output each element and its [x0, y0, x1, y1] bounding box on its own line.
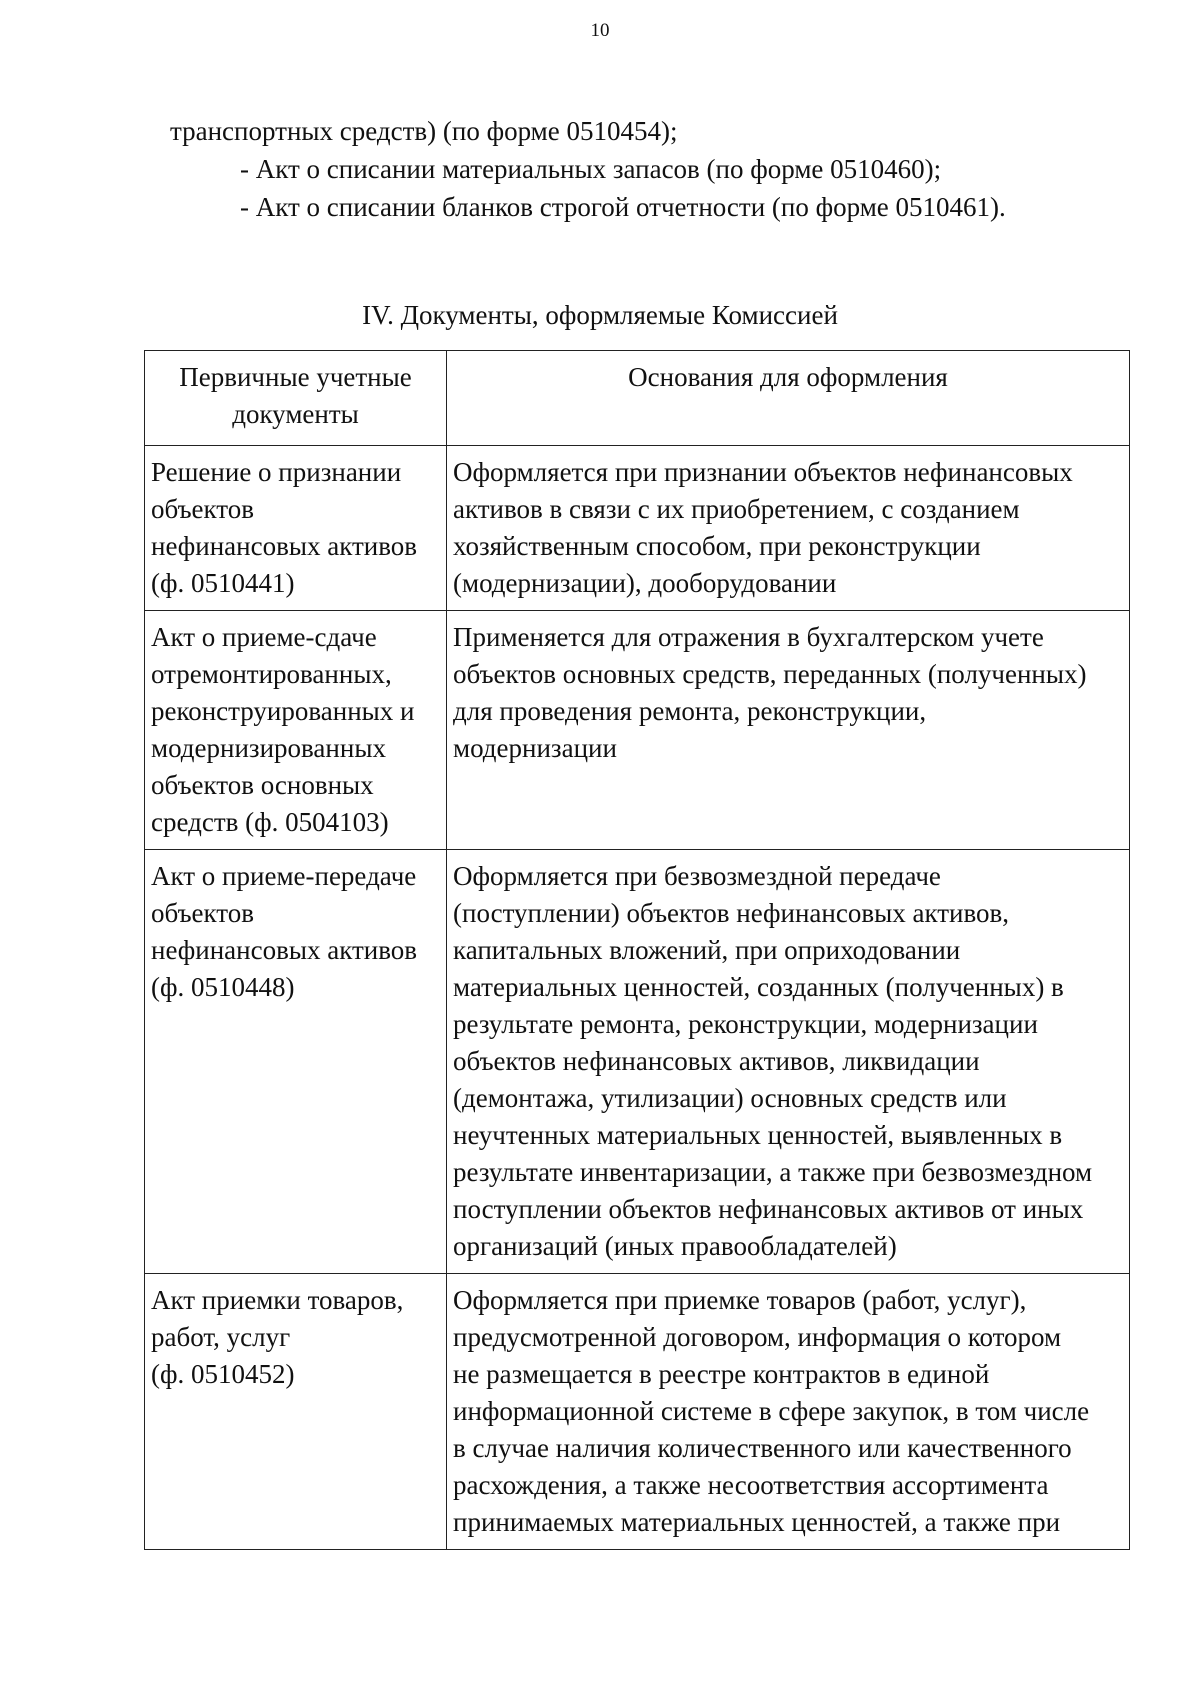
documents-table	[144, 350, 1130, 1550]
basis-line: в случае наличия количественного или качественного	[453, 1433, 1072, 1463]
document-name-line: объектов основных	[151, 770, 374, 800]
document-name-line: Акт приемки товаров,	[151, 1285, 404, 1315]
header-basis: Основания для оформления	[447, 351, 1130, 446]
basis-line: Оформляется при безвозмездной передаче	[453, 861, 941, 891]
document-name-cell	[145, 1274, 447, 1550]
basis-line: организаций (иных правообладателей)	[453, 1231, 897, 1261]
document-name-line: Акт о приеме-сдаче	[151, 622, 377, 652]
document-name-line: Решение о признании	[151, 457, 402, 487]
document-name-cell	[145, 611, 447, 850]
document-name-line: модернизированных	[151, 733, 386, 763]
table-row	[145, 850, 1130, 1274]
basis-line: неучтенных материальных ценностей, выявленных в	[453, 1120, 1063, 1150]
basis-line: капитальных вложений, при оприходовании	[453, 935, 961, 965]
basis-line: объектов нефинансовых активов, ликвидации	[453, 1046, 980, 1076]
table-header-row	[145, 351, 1130, 446]
document-name-line: средств (ф. 0504103)	[151, 807, 389, 837]
document-name-line: (ф. 0510448)	[151, 972, 295, 1002]
document-name-cell	[145, 446, 447, 611]
basis-line: результате инвентаризации, а также при безвозмездном	[453, 1157, 1093, 1187]
intro-line: - Акт о списании бланков строгой отчетности (по форме 0510461).	[240, 192, 1006, 222]
document-name-cell	[145, 850, 447, 1274]
basis-line: объектов основных средств, переданных (полученных)	[453, 659, 1087, 689]
document-name-line: Акт о приеме-передаче	[151, 861, 417, 891]
header-line: Первичные учетные	[179, 362, 412, 392]
document-name-line: нефинансовых активов	[151, 935, 418, 965]
section-title: IV. Документы, оформляемые Комиссией	[362, 300, 838, 330]
document-name-line: (ф. 0510452)	[151, 1359, 295, 1389]
page-number: 10	[590, 20, 610, 41]
document-name-line: работ, услуг	[151, 1322, 291, 1352]
document-name-line: отремонтированных,	[151, 659, 392, 689]
document-name-line: нефинансовых активов	[151, 531, 418, 561]
basis-line: активов в связи с их приобретением, с созданием	[453, 494, 1020, 524]
basis-cell	[447, 1274, 1130, 1550]
header-line: документы	[232, 399, 359, 429]
basis-line: расхождения, а также несоответствия ассортимента	[453, 1470, 1049, 1500]
basis-line: хозяйственным способом, при реконструкции	[453, 531, 981, 561]
basis-line: информационной системе в сфере закупок, в том числе	[453, 1396, 1090, 1426]
document-name-line: реконструированных и	[151, 696, 415, 726]
basis-line: (модернизации), дооборудовании	[453, 568, 837, 598]
intro-line: транспортных средств) (по форме 0510454);	[170, 116, 678, 146]
basis-line: не размещается в реестре контрактов в единой	[453, 1359, 990, 1389]
header-primary-documents	[145, 351, 447, 446]
basis-line: Применяется для отражения в бухгалтерском учете	[453, 622, 1044, 652]
intro-text	[170, 112, 1006, 226]
table-row	[145, 611, 1130, 850]
basis-line: для проведения ремонта, реконструкции,	[453, 696, 927, 726]
basis-line: Оформляется при признании объектов нефинансовых	[453, 457, 1073, 487]
basis-cell	[447, 446, 1130, 611]
basis-cell	[447, 611, 1130, 850]
table-row	[145, 1274, 1130, 1550]
basis-line: модернизации	[453, 733, 617, 763]
table-row	[145, 446, 1130, 611]
document-name-line: объектов	[151, 494, 254, 524]
basis-line: материальных ценностей, созданных (полученных) в	[453, 972, 1064, 1002]
basis-cell	[447, 850, 1130, 1274]
basis-line: Оформляется при приемке товаров (работ, услуг),	[453, 1285, 1027, 1315]
basis-line: (поступлении) объектов нефинансовых активов,	[453, 898, 1010, 928]
basis-line: принимаемых материальных ценностей, а также при	[453, 1507, 1061, 1537]
document-name-line: объектов	[151, 898, 254, 928]
basis-line: предусмотренной договором, информация о котором	[453, 1322, 1062, 1352]
basis-line: (демонтажа, утилизации) основных средств или	[453, 1083, 1007, 1113]
intro-line: - Акт о списании материальных запасов (по форме 0510460);	[240, 154, 942, 184]
document-name-line: (ф. 0510441)	[151, 568, 295, 598]
basis-line: поступлении объектов нефинансовых активов от иных	[453, 1194, 1084, 1224]
basis-line: результате ремонта, реконструкции, модернизации	[453, 1009, 1038, 1039]
